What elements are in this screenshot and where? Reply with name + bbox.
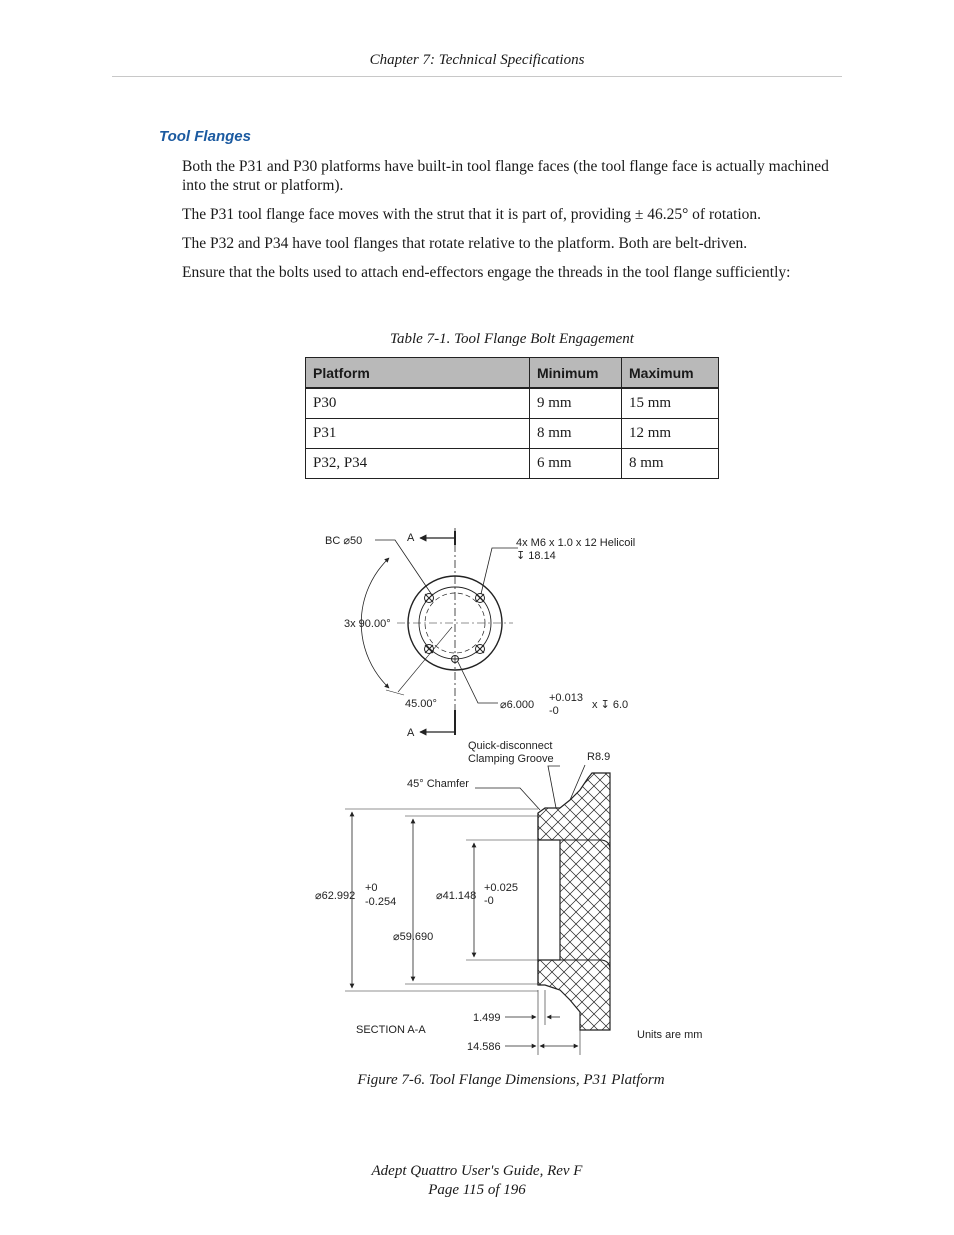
dim-small-label: 1.499 [473, 1012, 501, 1024]
table-row [306, 388, 719, 419]
tool-flange-drawing [300, 520, 720, 1065]
section-mark-bottom: A [407, 727, 415, 739]
cell-minimum: 8 mm [530, 419, 622, 449]
figure-caption: Figure 7-6. Tool Flange Dimensions, P31 Platform [357, 1072, 665, 1088]
paragraph-2: The P31 tool flange face moves with the strut that it is part of, providing ± 46.25° of rotation. [182, 206, 762, 223]
units-label: Units are mm [637, 1029, 703, 1041]
dim-large-label: 14.586 [467, 1041, 501, 1053]
section-mark-top: A [407, 532, 415, 544]
cell-minimum: 6 mm [530, 449, 622, 479]
angle-offset-label: 45.00° [405, 698, 437, 710]
footer-guide-title: Adept Quattro User's Guide, Rev F [371, 1163, 583, 1179]
paragraph-3: The P32 and P34 have tool flanges that rotate relative to the platform. Both are belt-driven. [182, 235, 748, 252]
paragraph-4: Ensure that the bolts used to attach end-effectors engage the threads in the tool flange sufficiently: [182, 264, 791, 281]
bc-label: BC ⌀50 [325, 535, 363, 547]
inner-tol-minus: -0 [484, 895, 494, 907]
header-maximum: Maximum [622, 358, 719, 389]
header-minimum: Minimum [530, 358, 622, 389]
page-footer [0, 1162, 954, 1200]
header-divider [112, 76, 842, 77]
radius-label: R8.9 [587, 751, 611, 763]
cell-maximum: 8 mm [622, 449, 719, 479]
outer-tol-minus: -0.254 [365, 896, 397, 908]
pin-diameter-label: ⌀6.000 [500, 699, 535, 711]
footer-page-number: Page 115 of 196 [428, 1182, 526, 1198]
header-platform: Platform [306, 358, 530, 389]
chamfer-label: 45° Chamfer [407, 778, 469, 790]
helicoil-label: 4x M6 x 1.0 x 12 Helicoil [516, 537, 636, 549]
mid-diameter-label: ⌀59.690 [393, 931, 434, 943]
pin-depth-label: x ↧ 6.0 [592, 699, 629, 711]
cell-minimum: 9 mm [530, 388, 622, 419]
table-row [306, 449, 719, 479]
cell-maximum: 15 mm [622, 388, 719, 419]
bolt-engagement-table [305, 357, 719, 479]
cell-platform: P30 [306, 388, 530, 419]
table-row [306, 419, 719, 449]
inner-tol-plus: +0.025 [484, 882, 518, 894]
outer-diameter-label: ⌀62.992 [315, 890, 356, 902]
table-header-row [306, 358, 719, 389]
pin-tol-plus: +0.013 [549, 692, 583, 704]
pin-tol-minus: -0 [549, 705, 559, 717]
paragraph-1: Both the P31 and P30 platforms have built-in tool flange faces (the tool flange face is actually machined into the strut or platform). [182, 158, 829, 194]
section-title-label: SECTION A-A [356, 1024, 426, 1036]
chapter-header: Chapter 7: Technical Specifications [369, 52, 585, 68]
flange-top-view [361, 528, 518, 735]
cell-platform: P31 [306, 419, 530, 449]
cell-maximum: 12 mm [622, 419, 719, 449]
outer-tol-plus: +0 [365, 882, 378, 894]
section-title: Tool Flanges [159, 128, 251, 145]
helicoil-depth: ↧ 18.14 [516, 550, 556, 562]
groove-label-1: Quick-disconnect [468, 740, 553, 752]
inner-diameter-label: ⌀41.148 [436, 890, 477, 902]
groove-label-2: Clamping Groove [468, 753, 554, 765]
table-caption: Table 7-1. Tool Flange Bolt Engagement [390, 331, 634, 347]
cell-platform: P32, P34 [306, 449, 530, 479]
angle-spacing-label: 3x 90.00° [344, 618, 391, 630]
